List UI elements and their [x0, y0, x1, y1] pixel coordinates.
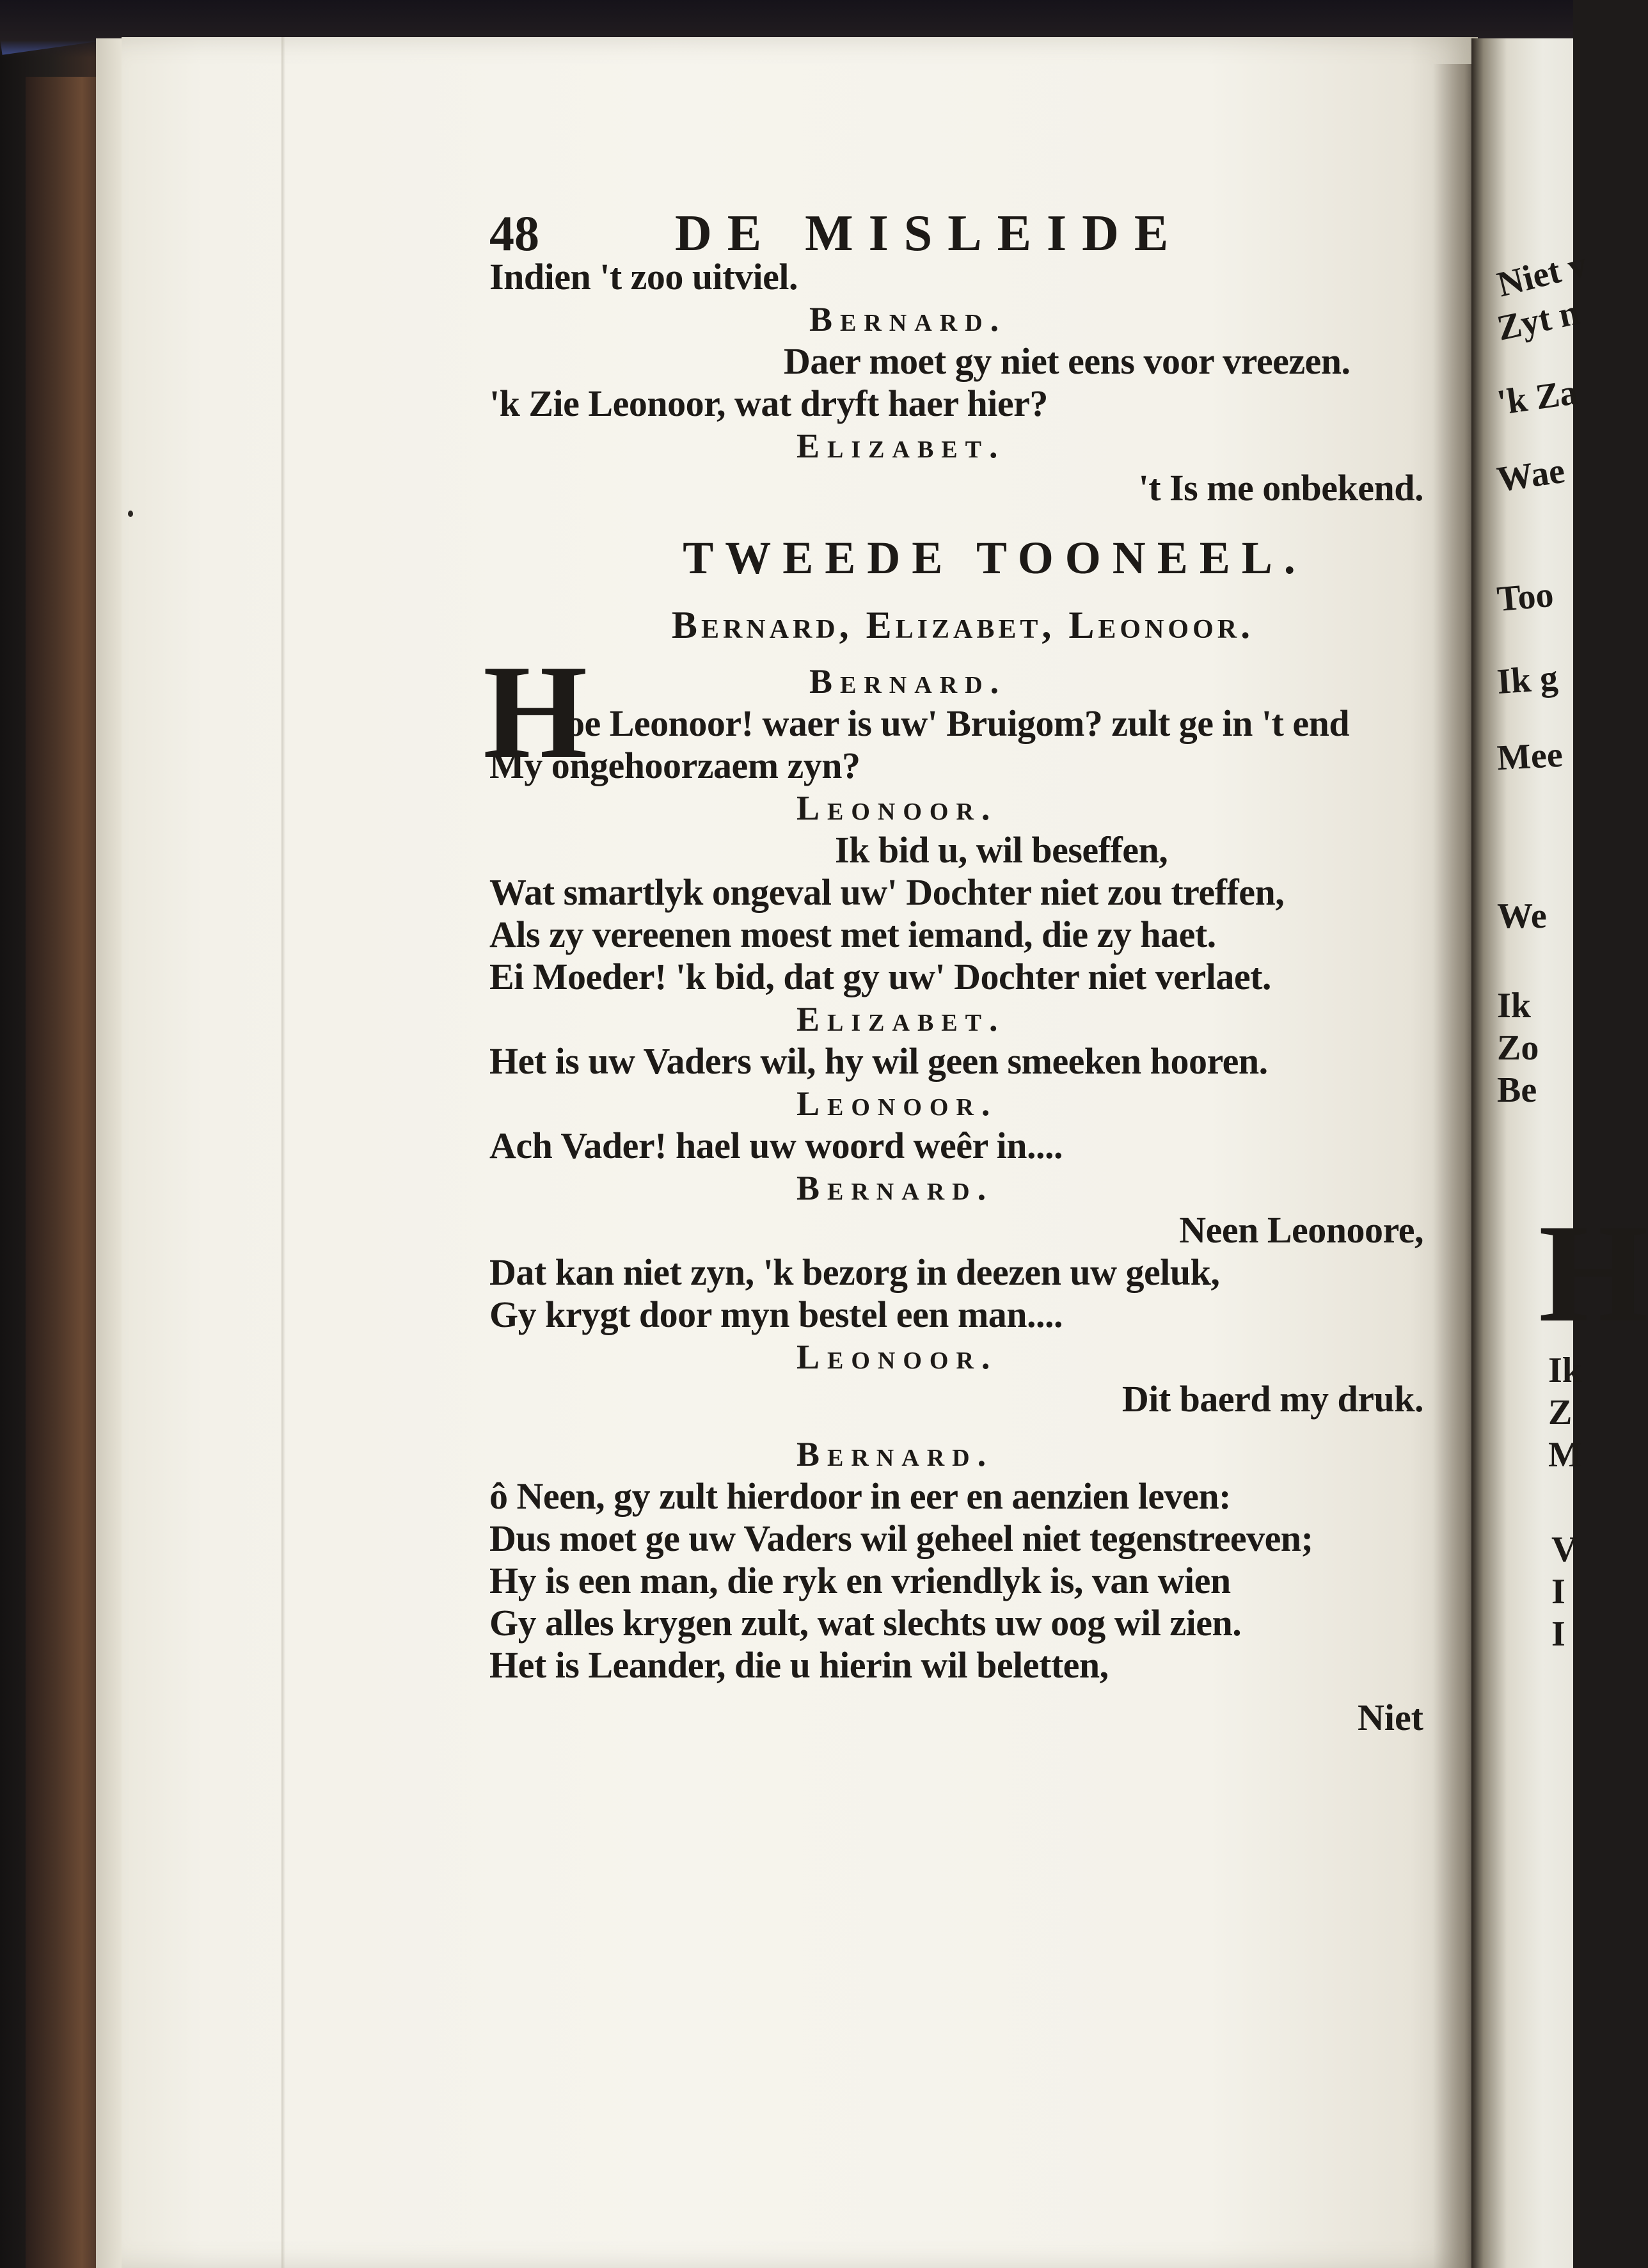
verse-line: Neen Leonoore,: [1179, 1209, 1423, 1251]
facing-page-text: I: [1551, 1614, 1565, 1654]
speaker-name: Bernard.: [809, 662, 1007, 701]
verse-line: Ik bid u, wil beseffen,: [835, 829, 1168, 871]
facing-page-text: Mee: [1496, 734, 1564, 779]
verse-line: Dus moet ge uw Vaders wil geheel niet tegenstreeven;: [489, 1518, 1313, 1559]
facing-page-text: We: [1497, 896, 1547, 936]
facing-page-text: Be: [1497, 1070, 1537, 1110]
facing-page-text: I: [1551, 1572, 1565, 1612]
page-crease: [281, 37, 285, 2268]
running-title: DE MISLEIDE: [675, 205, 1184, 262]
facing-page-text: 'k Za: [1494, 372, 1580, 423]
verse-line: Dit baerd my druk.: [1121, 1378, 1423, 1420]
verse-line: Het is Leander, die u hierin wil beletten,: [489, 1644, 1109, 1686]
ink-mark: [128, 511, 133, 517]
facing-page-text: M: [1548, 1435, 1582, 1475]
page-text: [483, 192, 1423, 1740]
verse-line: Hy is een man, die ryk en vriendlyk is, van wien: [489, 1560, 1231, 1601]
page-number: 48: [489, 205, 539, 261]
scene-title: TWEEDE TOONEEL.: [683, 532, 1307, 583]
facing-page-text: Ik: [1497, 986, 1531, 1026]
verse-line: Als zy vereenen moest met iemand, die zy haet.: [489, 914, 1216, 955]
facing-page-text: Niet v: [1493, 244, 1591, 305]
right-page: [1471, 38, 1648, 2268]
facing-drop-cap: H: [1539, 1195, 1648, 1351]
speaker-name: Bernard.: [809, 300, 1007, 338]
drop-cap: H: [483, 638, 588, 786]
scene-characters: Bernard, Elizabet, Leonoor.: [671, 604, 1255, 646]
speaker-name: Bernard.: [796, 1435, 994, 1473]
verse-line: Ach Vader! hael uw woord weêr in....: [489, 1125, 1063, 1166]
facing-page-text: Ik g: [1495, 658, 1560, 702]
verse-line: Ei Moeder! 'k bid, dat gy uw' Dochter niet verlaet.: [489, 956, 1271, 997]
verse-line: ô Neen, gy zult hierdoor in eer en aenzien leven:: [489, 1475, 1231, 1517]
speaker-name: Elizabet.: [796, 1000, 1006, 1038]
verse-line: Daer moet gy niet eens voor vreezen.: [784, 340, 1351, 382]
running-head: [489, 192, 1423, 262]
verse-line: Indien 't zoo uitviel.: [489, 256, 798, 297]
facing-page-text: V: [1551, 1530, 1578, 1569]
verse-line: Dat kan niet zyn, 'k bezorg in deezen uw geluk,: [489, 1251, 1220, 1293]
verse-line: Gy krygt door myn bestel een man....: [489, 1294, 1063, 1335]
verse-line: Wat smartlyk ongeval uw' Dochter niet zou treffen,: [489, 871, 1285, 913]
verse-line: 't Is me onbekend.: [1138, 467, 1423, 509]
speaker-name: Leonoor.: [796, 1084, 998, 1123]
facing-page-text: Too: [1495, 575, 1555, 620]
speaker-name: Leonoor.: [796, 1338, 998, 1376]
verse-line: Het is uw Vaders wil, hy wil geen smeeken hooren.: [489, 1040, 1268, 1082]
facing-page-text: Ik: [1548, 1351, 1582, 1390]
verse-line: Gy alles krygen zult, wat slechts uw oog wil zien.: [489, 1602, 1242, 1644]
catchword: Niet: [1357, 1697, 1423, 1738]
verse-line: My ongehoorzaem zyn?: [489, 745, 860, 786]
scene-opening: [483, 638, 1423, 787]
verse-line: 'k Zie Leonoor, wat dryft haer hier?: [489, 383, 1048, 424]
speaker-name: Leonoor.: [796, 789, 998, 827]
facing-page-text: Zo: [1497, 1028, 1539, 1068]
facing-page-text: Wae: [1494, 450, 1567, 500]
facing-page-text: Z: [1548, 1393, 1573, 1432]
facing-page-text: Zyt n: [1493, 292, 1583, 349]
speaker-name: Bernard.: [796, 1169, 994, 1207]
speaker-name: Elizabet.: [796, 427, 1006, 465]
verse-line: oe Leonoor! waer is uw' Bruigom? zult ge in 't end: [566, 702, 1350, 744]
